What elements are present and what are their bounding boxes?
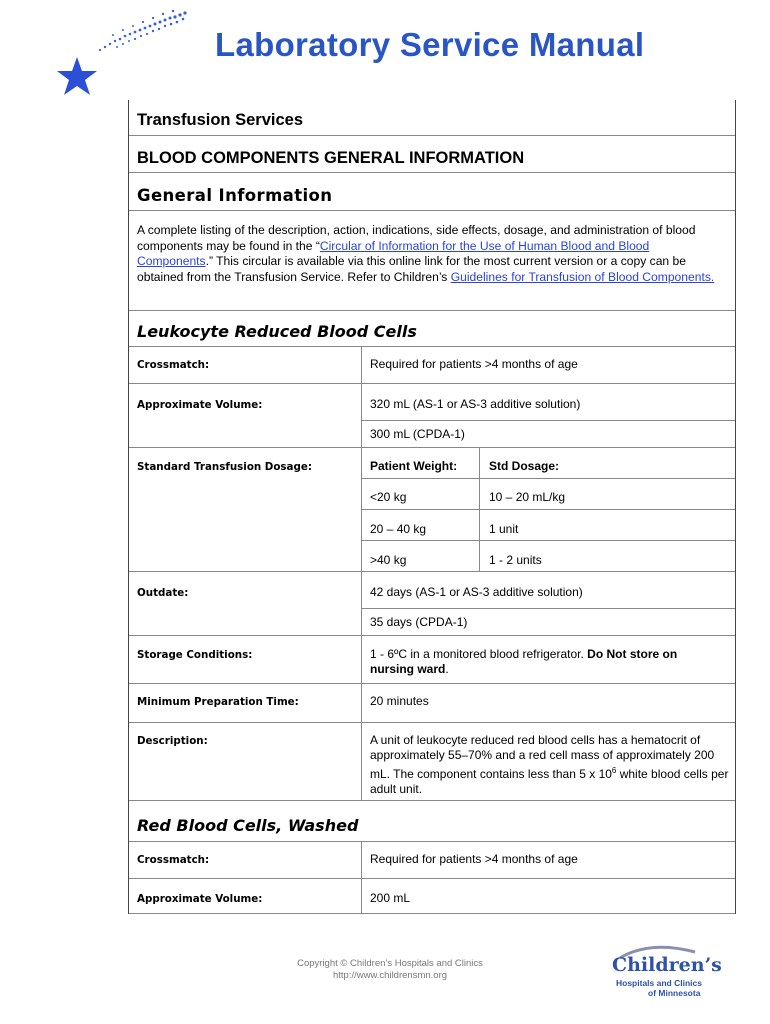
dosage-header-dose: Std Dosage: [489,459,560,473]
dosage-weight: 20 – 40 kg [370,522,427,536]
dosage-dose: 1 unit [489,522,519,536]
divider [129,722,735,723]
volume-value: 320 mL (AS-1 or AS-3 additive solution) [370,397,581,411]
storage-text: 1 - 6ºC in a monitored blood refrigerator. [370,647,588,661]
volume-label: Approximate Volume: [137,399,263,411]
prep-time-label: Minimum Preparation Time: [137,696,299,708]
divider [361,540,735,541]
divider [129,346,735,347]
dosage-weight: >40 kg [370,553,407,567]
divider [129,447,735,448]
washed-heading: Red Blood Cells, Washed [137,816,359,835]
dosage-header-weight: Patient Weight: [370,459,458,473]
divider [129,135,735,136]
description-text: white blood cells per adult unit. [370,767,729,796]
description-label: Description: [137,735,208,747]
divider [129,210,735,211]
dosage-dose: 1 - 2 units [489,553,542,567]
circular-link[interactable]: Circular of Information for the Use of Human Blood and Blood Components [137,238,650,268]
guidelines-link[interactable]: Guidelines for Transfusion of Blood Components. [450,269,715,284]
lrbc-heading: Leukocyte Reduced Blood Cells [137,322,417,341]
dosage-dose: 10 – 20 mL/kg [489,490,566,504]
storage-warning: Do Not store on nursing ward [370,647,678,676]
document-body [128,100,736,914]
section-title: Transfusion Services [137,111,303,129]
divider [129,383,735,384]
shooting-star-logo [55,5,195,100]
logo-subtitle [616,978,702,998]
crossmatch-label: Crossmatch: [137,359,210,371]
storage-value [370,647,720,677]
divider [361,608,735,609]
logo-name: Children’s [612,954,722,976]
footer-url: http://www.childrensmn.org [332,970,448,981]
divider [129,878,735,879]
divider [361,478,735,479]
storage-text: . [445,662,449,676]
column-divider [361,346,362,800]
description-value [370,733,730,797]
crossmatch-value: Required for patients >4 months of age [370,357,578,371]
divider [129,683,735,684]
exponent: 6 [611,766,617,775]
dosage-weight: <20 kg [370,490,407,504]
logo-sub-line: of Minnesota [648,988,701,998]
washed-crossmatch-label: Crossmatch: [137,854,210,866]
paragraph-text: .” This circular is available via this online link for the most current version or a copy can be obtained from the Transfusion Service. Refer to Children’s [137,254,686,284]
divider [129,913,735,914]
outdate-value-cpda: 35 days (CPDA-1) [370,615,468,629]
divider [129,635,735,636]
outdate-value: 42 days (AS-1 or AS-3 additive solution) [370,585,583,599]
copyright-text: Copyright © Children’s Hospitals and Clinics [297,958,483,969]
general-paragraph [137,223,727,285]
paragraph-text: A complete listing of the description, action, indications, side effects, dosage, and administration of blood components may be found in the “ [137,223,696,253]
logo-sub-line: Hospitals and Clinics [616,978,702,988]
general-heading: General Information [137,186,333,205]
washed-volume-value: 200 mL [370,891,411,905]
washed-volume-label: Approximate Volume: [137,893,263,905]
divider [129,800,735,801]
volume-value-cpda: 300 mL (CPDA-1) [370,427,465,441]
divider [361,420,735,421]
outdate-label: Outdate: [137,587,189,599]
divider [361,509,735,510]
footer-copyright [290,958,490,982]
dosage-label: Standard Transfusion Dosage: [137,461,312,473]
washed-crossmatch-value: Required for patients >4 months of age [370,852,578,866]
manual-title: Laboratory Service Manual [215,26,645,63]
divider [129,571,735,572]
divider [129,841,735,842]
divider [129,310,735,311]
childrens-logo [610,942,720,1002]
description-text: A unit of leukocyte reduced red blood cells has a hematocrit of approximately 55–70% and a red cell mass of approximately 200 mL. The component contains less than 5 x 10 [370,733,715,781]
prep-time-value: 20 minutes [370,694,429,708]
section-subtitle: BLOOD COMPONENTS GENERAL INFORMATION [137,149,525,167]
storage-label: Storage Conditions: [137,649,253,661]
divider [129,172,735,173]
